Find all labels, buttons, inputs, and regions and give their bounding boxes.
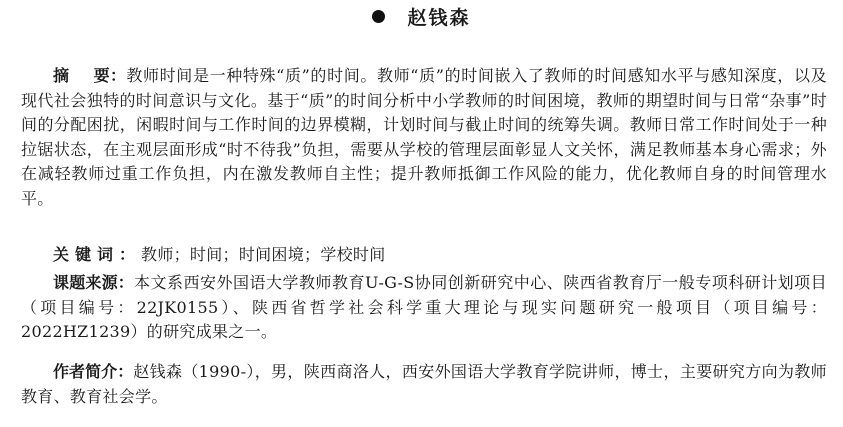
bullet-icon [372, 10, 385, 23]
author-info-text: 赵钱森（1990-），男，陕西商洛人，西安外国语大学教育学院讲师，博士，主要研究方向为教师教育、教育社会学。 [21, 362, 827, 406]
funding-paragraph [21, 271, 827, 345]
author-name: 赵钱森 [407, 7, 471, 29]
funding-label: 课题来源： [53, 273, 134, 292]
abstract-label-part2: 要： [93, 66, 127, 85]
keywords-label: 关键词： [53, 245, 142, 264]
keywords-text: 教师；时间；时间困境；学校时间 [141, 245, 386, 264]
abstract-paragraph [21, 64, 827, 212]
funding-text: 本文系西安外国语大学教师教育U-G-S协同创新研究中心、陕西省教育厅一般专项科研计划项目（项目编号：22JK0155）、陕西省哲学社会科学重大理论与现实问题研究一般项目（项目编号：2022HZ1239）的研究成果之一。 [21, 273, 827, 342]
keywords-paragraph [21, 243, 827, 268]
abstract-label-part1: 摘 [53, 66, 70, 85]
abstract-label [53, 66, 126, 85]
author-info-label: 作者简介： [53, 362, 134, 381]
abstract-text: 教师时间是一种特殊“质”的时间。教师“质”的时间嵌入了教师的时间感知水平与感知深度，以及现代社会独特的时间意识与文化。基于“质”的时间分析中小学教师的时间困境，教师的期望时间与日常“杂事”时间的分配困扰，闲暇时间与工作时间的边界模糊，计划时间与截止时间的统筹失调。教师日常工作时间处于一种拉锯状态，在主观层面形成“时不待我”负担，需要从学校的管理层面彰显人文关怀，满足教师基本身心需求；外在减轻教师过重工作负担，内在激发教师自主性；提升教师抵御工作风险的能力，优化教师自身的时间管理水平。 [21, 66, 827, 208]
author-info-paragraph [21, 360, 827, 409]
author-line [0, 6, 843, 30]
